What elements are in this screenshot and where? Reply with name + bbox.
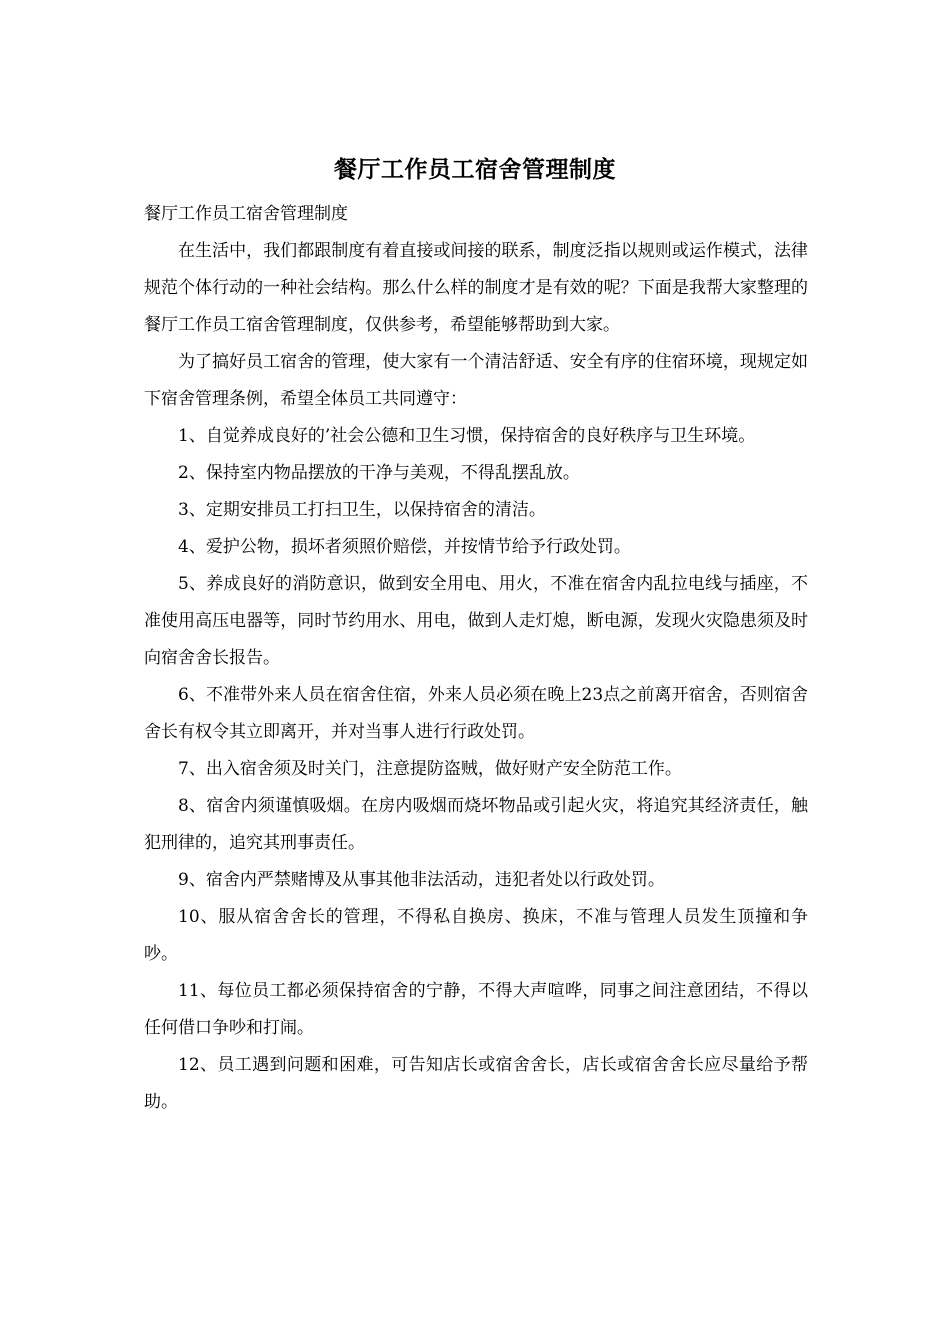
rule-item: 3、定期安排员工打扫卫生，以保持宿舍的清洁。 xyxy=(178,500,546,520)
rule-item: 6、不准带外来人员在宿舍住宿，外来人员必须在晚上23点之前离开宿舍，否则宿舍舍长有权令其立即离开，并对当事人进行行政处罚。 xyxy=(144,685,808,742)
rule-item: 1、自觉养成良好的’社会公德和卫生习惯，保持宿舍的良好秩序与卫生环境。 xyxy=(178,426,756,446)
rule-item: 10、服从宿舍舍长的管理，不得私自换房、换床，不准与管理人员发生顶撞和争吵。 xyxy=(144,907,808,964)
document-body xyxy=(144,196,808,1121)
rule-item: 9、宿舍内严禁赌博及从事其他非法活动，违犯者处以行政处罚。 xyxy=(178,870,665,890)
rule-item: 8、宿舍内须谨慎吸烟。在房内吸烟而烧坏物品或引起火灾，将追究其经济责任，触犯刑律的，追究其刑事责任。 xyxy=(144,796,808,853)
rule-item: 12、员工遇到问题和困难，可告知店长或宿舍舍长，店长或宿舍舍长应尽量给予帮助。 xyxy=(144,1055,808,1112)
rule-item: 2、保持室内物品摆放的干净与美观，不得乱摆乱放。 xyxy=(178,463,580,483)
document-subtitle: 餐厅工作员工宿舍管理制度 xyxy=(144,204,348,224)
rule-item: 11、每位员工都必须保持宿舍的宁静，不得大声喧哗，同事之间注意团结，不得以任何借口争吵和打闹。 xyxy=(144,981,808,1038)
rule-item: 7、出入宿舍须及时关门，注意提防盗贼，做好财产安全防范工作。 xyxy=(178,759,682,779)
rule-item: 4、爱护公物，损坏者须照价赔偿，并按情节给予行政处罚。 xyxy=(178,537,631,557)
intro-paragraph: 在生活中，我们都跟制度有着直接或间接的联系，制度泛指以规则或运作模式，法律规范个体行动的一种社会结构。那么什么样的制度才是有效的呢？下面是我帮大家整理的餐厅工作员工宿舍管理制度，仅供参考，希望能够帮助到大家。 xyxy=(144,241,808,335)
rule-item: 5、养成良好的消防意识，做到安全用电、用火，不准在宿舍内乱拉电线与插座，不准使用高压电器等，同时节约用水、用电，做到人走灯熄，断电源，发现火灾隐患须及时向宿舍舍长报告。 xyxy=(144,574,808,668)
preamble-paragraph: 为了搞好员工宿舍的管理，使大家有一个清洁舒适、安全有序的住宿环境，现规定如下宿舍管理条例，希望全体员工共同遵守： xyxy=(144,352,808,409)
document-title: 餐厅工作员工宿舍管理制度 xyxy=(334,156,616,183)
